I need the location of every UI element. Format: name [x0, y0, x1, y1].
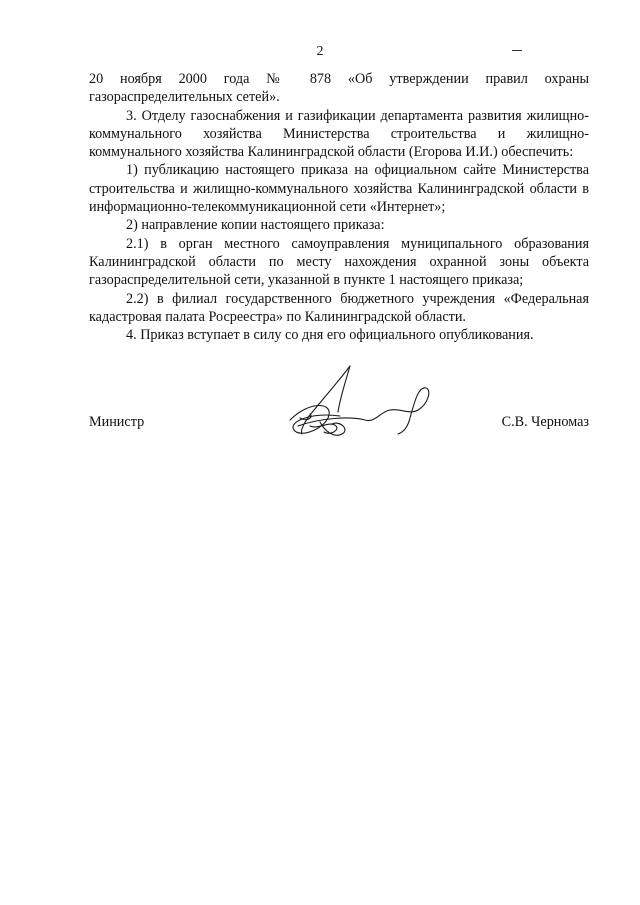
- top-mark: [512, 50, 522, 51]
- paragraph-item-2-2: 2.2) в филиал государственного бюджетного учреждения «Федеральная кадастровая палата Росреестра» по Калининградской области.: [89, 290, 589, 325]
- paragraph-item-4: 4. Приказ вступает в силу со дня его официального опубликования.: [126, 327, 534, 344]
- paragraph-item-3: 3. Отделу газоснабжения и газификации департамента развития жилищно-коммунального хозяйства Министерства строительства и жилищно-коммунального хозяйства Калининградской области (Егорова И.И.) обеспечить:: [89, 107, 589, 161]
- paragraph-continuation: 20 ноября 2000 года № 878 «Об утверждении правил охраны газораспределительных сетей».: [89, 71, 589, 106]
- signatory-title: Министр: [89, 414, 145, 430]
- paragraph-item-3-1: 1) публикацию настоящего приказа на официальном сайте Министерства строительства и жилищно-коммунального хозяйства Калининградской области в информационно-телекоммуникационной сети «Интернет»;: [89, 162, 589, 216]
- paragraph-item-3-2: 2) направление копии настоящего приказа:: [126, 217, 385, 234]
- paragraph-item-2-1: 2.1) в орган местного самоуправления муниципального образования Калининградской области по месту нахождения охранной зоны объекта газораспределительной сети, указанной в пункте 1 настоящего приказа;: [89, 235, 589, 289]
- signatory-name: С.В. Черномаз: [501, 414, 589, 430]
- signature-block: [89, 410, 589, 440]
- document-body: [89, 70, 589, 344]
- page-number: 2: [316, 44, 324, 59]
